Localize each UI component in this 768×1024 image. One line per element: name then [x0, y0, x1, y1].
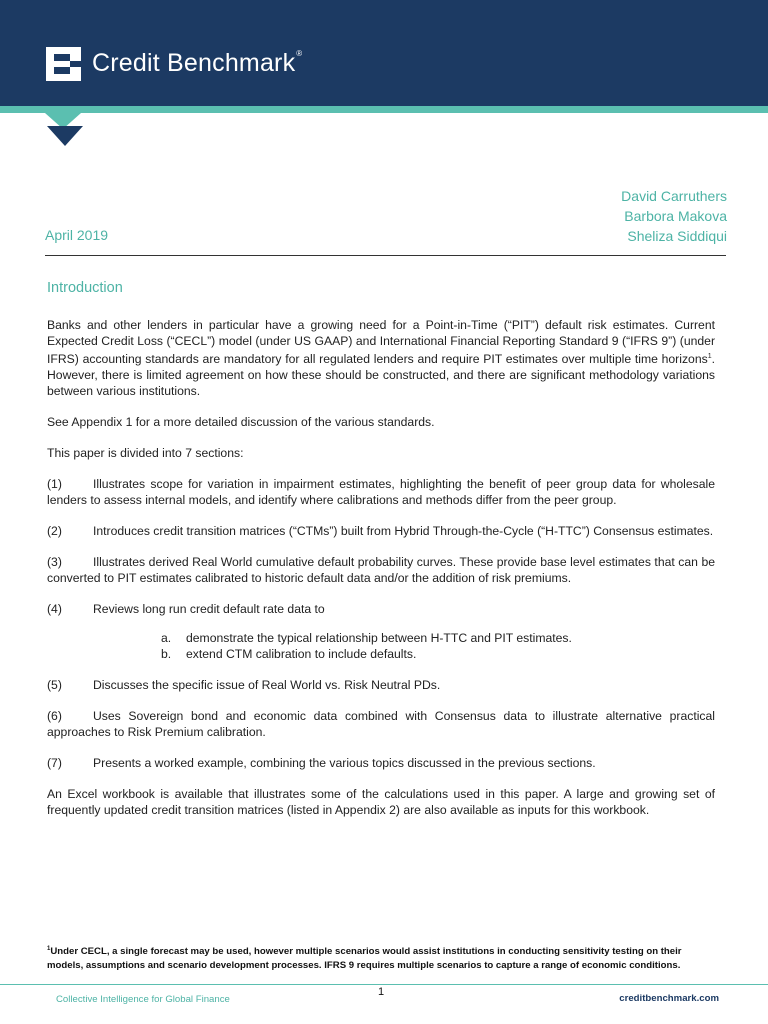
author-name: Sheliza Siddiqui: [627, 228, 727, 244]
section-item: (5) Discusses the specific issue of Real World vs. Risk Neutral PDs.: [47, 678, 441, 693]
brand-name: Credit Benchmark®: [92, 49, 303, 77]
section-item: (3) Illustrates derived Real World cumulative default probability curves. These provide base level estimates that can be converted to PIT estimates calibrated to historic default data and/or the addition of risk premiums.: [47, 555, 715, 586]
author-list: [621, 186, 727, 246]
cb-logo-icon: [46, 47, 81, 81]
section-item: (6) Uses Sovereign bond and economic data combined with Consensus data to illustrate alternative practical approaches to Risk Premium calibration.: [47, 709, 715, 740]
section-title: Introduction: [47, 280, 123, 296]
author-name: David Carruthers: [621, 188, 727, 204]
footer-website-link[interactable]: creditbenchmark.com: [619, 993, 719, 1004]
intro-paragraph: Banks and other lenders in particular have a growing need for a Point-in-Time (“PIT”) default risk estimates. Current Expected Credit Loss (“CECL”) model (under US GAAP) and International Financial Reporting Standard 9 (“IFRS 9”) (under IFRS) accounting standards are mandatory for all regulated lenders and require PIT estimates over multiple time horizons$^1$. However, there is limited agreement on how these should be constructed, and there are significant methodology variations between various institutions.: [47, 318, 715, 399]
author-name: Barbora Makova: [624, 208, 727, 224]
body-text: [47, 317, 715, 833]
sub-list: [47, 630, 715, 662]
page-number: 1: [378, 986, 385, 998]
footer-tagline: Collective Intelligence for Global Finance: [56, 994, 230, 1005]
publication-date: April 2019: [45, 227, 109, 243]
chevron-navy-icon: [47, 126, 83, 146]
footer-divider: [0, 984, 768, 985]
sections-intro: This paper is divided into 7 sections:: [47, 446, 244, 461]
section-item: (7) Presents a worked example, combining the various topics discussed in the previous sections.: [47, 756, 596, 771]
section-item: (1) Illustrates scope for variation in impairment estimates, highlighting the benefit of peer group data for wholesale lenders to assess internal models, and identify where calibrations and methods differ from the peer group.: [47, 477, 715, 508]
sub-list-item: a. demonstrate the typical relationship between H-TTC and PIT estimates.: [161, 631, 572, 646]
header-gap: [0, 113, 768, 128]
footnote: $^1$Under CECL, a single forecast may be used, however multiple scenarios would assist institutions in conducting sensitivity testing on their models, assumptions and scenario development processes. IFRS 9 requires multiple scenarios to capture a range of economic conditions.: [47, 946, 682, 972]
section-item: (4) Reviews long run credit default rate data to: [47, 602, 325, 617]
footnote-marker: 1: [707, 353, 712, 360]
section-item: (2) Introduces credit transition matrices (“CTMs”) built from Hybrid Through-the-Cycle (“H-TTC”) Consensus estimates.: [47, 524, 714, 539]
header-divider: [45, 255, 726, 256]
appendix-paragraph: See Appendix 1 for a more detailed discussion of the various standards.: [47, 415, 435, 430]
closing-paragraph: An Excel workbook is available that illustrates some of the calculations used in this paper. A large and growing set of frequently updated credit transition matrices (listed in Appendix 2) are also available as inputs for this workbook.: [47, 787, 715, 818]
sub-list-item: b. extend CTM calibration to include defaults.: [161, 647, 417, 662]
header-teal-strip: [0, 106, 768, 113]
